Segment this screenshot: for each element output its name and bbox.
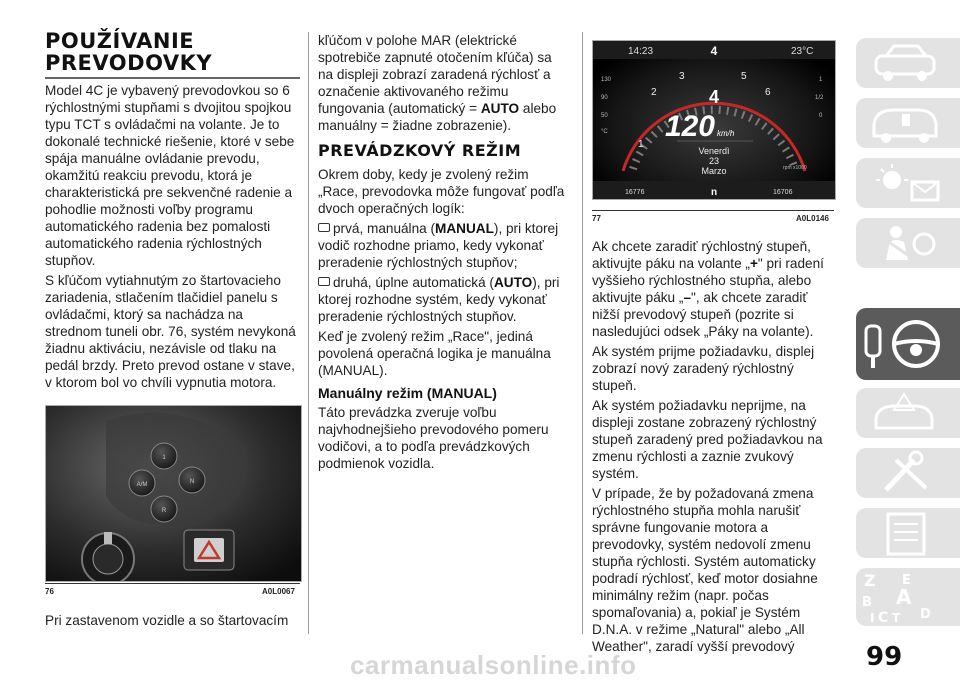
column-divider [308,32,309,634]
plus-symbol: + [749,256,758,271]
paragraph [592,238,832,340]
sidebar-item-safety-airbag[interactable] [856,218,960,268]
list-item [318,220,568,271]
figure-77-rule [592,210,834,211]
button-n-label: N [189,479,195,485]
auto-keyword: AUTO [480,101,520,116]
seatbelt-airbag-icon [856,218,960,268]
sidebar-item-safety-sun[interactable] [856,158,960,208]
specs-list-icon [856,508,960,558]
figure-76-code: A0L0067 [262,587,295,596]
paragraph: Pri zastavenom vozidle a so štartovacím [45,613,289,628]
text: alebo manuálny = žiadne zobrazenie). [318,101,557,133]
paragraph: V prípade, že by požadovaná zmena rýchlostného stupňa mohla narušiť správne fungovanie motora a prevodovky, systém nedovolí zmenu stupňa rýchlosti. Systém automaticky podradí rýchlosť, keď motor dosiahne minimálny režim (napr. počas spomaľovania) a, pokiaľ je Systém D.N.A. v režime „Natural" alebo „All Weather", zaradí vyšší prevodový [592,486,818,654]
scale-2: 2 [651,87,657,98]
column-3 [592,238,832,658]
subheading-manual: Manuálny režim (MANUAL) [318,385,497,401]
sidebar-item-vehicle-info[interactable] [856,38,960,88]
scale-3: 3 [679,71,685,82]
warning-light-icon [856,98,960,148]
sidebar-item-warning-lights[interactable] [856,98,960,148]
cluster-odo-right: 16706 [773,189,793,196]
cluster-odo-left: 16776 [625,189,645,196]
page-number: 99 [866,642,903,672]
bullet-icon [318,223,330,232]
cluster-speed-unit: km/h [717,129,735,138]
figure-76-number: 76 [45,587,54,596]
paragraph: Okrem doby, kedy je zvolený režim „Race, prevodovka môže fungovať podľa dvoch operačných logík: [318,167,565,216]
index-letter: E [902,573,911,588]
paragraph: Model 4C je vybavený prevodovkou so 6 rýchlostnými stupňami s dvojitou spojkou typu TCT s ovládačmi na volante. Je to dokonalé technické riešenie, ktoré v sebe spája manuálne ovládanie prevodu, okamžitú reakciu prevodu, ktorá je charakteristická pre sekvenčné radenie a pohodlie možnosti voľby programu automatického radenia bez pomalosti automatického radenia rýchlostných stupňov. [45,83,295,268]
text: ), pri ktorej vodič rozhodne priamo, kedy vykonať preradenie rýchlostných stupňov; [318,221,559,270]
index-letter: C [878,610,889,626]
title-line-2: PREVODOVKY [45,51,213,75]
text: Ak chcete zaradiť rýchlostný stupeň, aktivujte páku na volante „ [592,239,811,271]
text: ", ak chcete zaradiť nižší prevodový stupeň (pozrite si nasledujúci odsek „Páky na volante). [592,290,814,339]
sidebar-item-emergency[interactable] [856,388,960,438]
watermark: carmanualsonline.info [350,650,637,680]
index-letter: T [892,611,901,625]
column-1 [45,30,300,394]
paragraph: S kľúčom vytiahnutým zo štartovacieho zariadenia, stlačením tlačidiel panelu s ovládačmi, ktorý sa nachádza na strednom tuneli obr. 76, systém nevykoná žiadnu aktiváciu, nezávisle od tlaku na pedál brzdy. Preto prevod ostane v stave, v ktorom bol vo chvíli vypnutia motora. [45,273,296,390]
sidebar-item-maintenance[interactable] [856,448,960,498]
sidebar-item-starting-driving[interactable] [856,308,960,380]
minus-symbol: – [683,290,691,305]
paragraph: Keď je zvolený režim „Race", jediná povolená operačná logika je manuálna (MANUAL). [318,329,551,378]
scale-5: 5 [741,71,747,82]
paragraph: Ak systém prijme požiadavku, displej zobrazí nový zaradený rýchlostný stupeň. [592,344,815,393]
index-letter: I [870,611,875,625]
figure-76-gear-buttons [45,405,302,582]
index-letter: D [920,607,931,622]
section-heading-mode: PREVÁDZKOVÝ REŽIM [318,141,522,160]
column-2 [318,32,568,475]
cluster-day: Venerdì [698,146,730,156]
cluster-temp: 23°C [791,46,814,57]
figure-77-instrument-cluster [592,40,836,200]
key-steering-icon [856,308,960,380]
page-title [45,30,300,74]
scale-6: 6 [765,87,771,98]
cluster-time: 14:23 [628,46,654,57]
button-1-label: 1 [162,455,166,461]
text: druhá, úplne automatická ( [333,275,494,290]
figure-77-code: A0L0146 [796,214,829,223]
sidebar-item-index[interactable] [856,568,960,626]
text: prvá, manuálna ( [333,221,436,236]
cluster-illustration [593,41,835,199]
list-item [318,274,568,325]
paragraph: Táto prevádzka zveruje voľbu najvhodnejšieho prevodového pomeru vodičovi, a to podľa prevádzkových podmienok vozidla. [318,405,549,471]
button-am-label: A/M [136,482,148,488]
scale-half: 1/2 [815,95,824,101]
auto-keyword: AUTO [493,275,533,290]
cluster-rpm-label: rpm x1000 [783,165,807,171]
text: ), pri ktorej rozhodne systém, kedy vykonať preradenie rýchlostných stupňov. [318,275,560,324]
scale-degc: °C [601,129,608,135]
gear-panel-illustration [46,406,301,581]
scale-130: 130 [601,77,612,83]
cluster-date: 23 [708,156,720,166]
column-divider [582,32,583,634]
text: kľúčom v polohe MAR (elektrické spotrebiče zapnuté otočením kľúča) sa na displeji zobrazí zaradená rýchlosť a označenie aktivovaného režimu fungovania (automatický = [318,33,552,116]
cluster-gear-big: 4 [708,87,720,107]
index-letter: Z [864,571,876,590]
alphabet-index-icon [856,568,960,626]
figure-76-rule [45,583,300,584]
paragraph: Ak systém požiadavku neprijme, na displeji zostane zobrazený rýchlostný stupeň zaradený pred požiadavkou na zmenu rýchlosti a zaznie zvukový systém. [592,398,823,481]
title-line-1: POUŽÍVANIE [45,29,195,53]
index-letter: B [862,595,872,610]
title-rule [45,77,300,79]
cluster-gear-top: 4 [710,44,718,58]
wrench-tools-icon [856,448,960,498]
scale-1: 1 [638,139,644,150]
paragraph [318,32,568,134]
figure-77-number: 77 [592,214,601,223]
index-letter: A [896,585,912,609]
cluster-month: Marzo [701,166,727,176]
cluster-gear-bottom: n [710,187,718,198]
sun-envelope-icon [856,158,960,208]
text: " pri radení vyššieho rýchlostného stupňa, alebo aktivujte páku „ [592,256,824,305]
scale-90: 90 [601,95,608,101]
cluster-speed: 120 [664,110,715,143]
scale-zero: 0 [819,113,823,119]
sidebar-item-technical-data[interactable] [856,508,960,558]
car-info-icon [856,38,960,88]
button-r-label: R [161,508,167,514]
scale-50: 50 [601,113,608,119]
scale-full: 1 [819,77,823,83]
warning-triangle-car-icon [856,388,960,438]
manual-keyword: MANUAL [435,221,494,236]
bullet-icon [318,277,330,286]
